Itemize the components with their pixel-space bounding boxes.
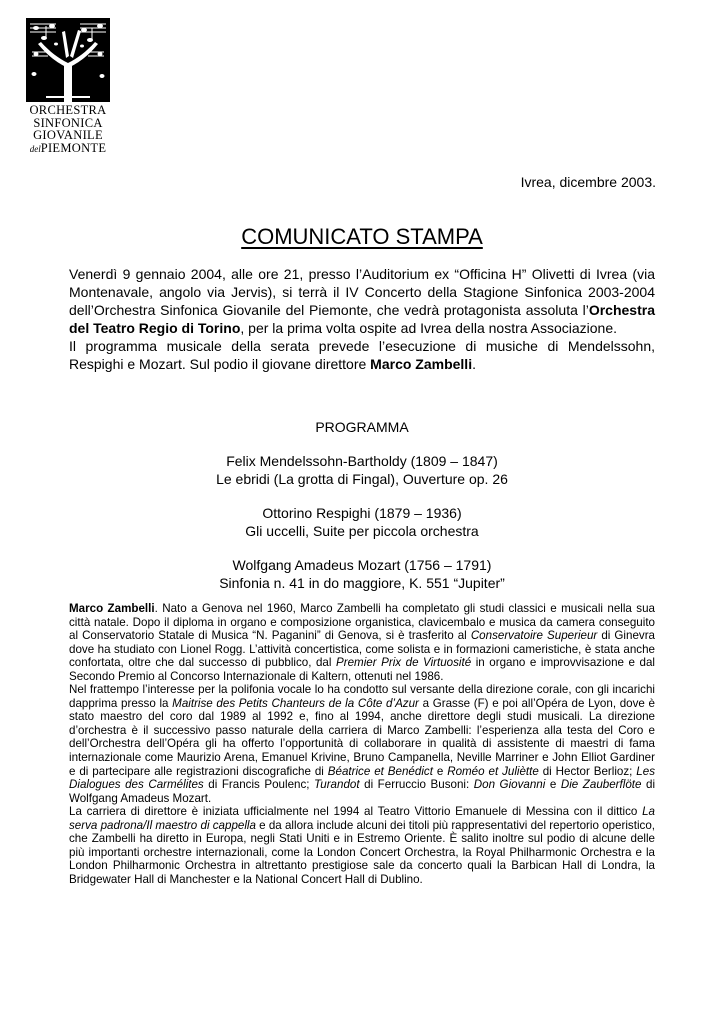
bio-text: Nel frattempo l’interesse per la polifonia vocale lo ha condotto sul versante della direzione corale, con gli incarichi dapprima presso la [69,683,655,710]
intro-text: , per la prima volta ospite ad Ivrea della nostra Associazione. [240,320,618,336]
intro-text: . [472,356,476,372]
programme-section [69,418,655,608]
piece-work: Gli uccelli, Suite per piccola orchestra [245,523,479,539]
piece-composer: Wolfgang Amadeus Mozart (1756 – 1791) [232,557,492,573]
programme-piece [69,504,655,540]
biography-section [69,602,655,886]
piece-composer: Felix Mendelssohn-Bartholdy (1809 – 1847) [226,453,498,469]
programme-piece [69,452,655,488]
bio-italic: Premier Prix de Virtuosité [336,656,472,670]
bio-paragraph-1 [69,602,655,683]
logo-line-1: ORCHESTRA [29,103,107,117]
logo-wordmark [22,104,114,155]
bio-text: di Hector Berlioz; [538,764,637,778]
logo-line-4-prefix: del [29,143,41,154]
intro-conductor-name: Marco Zambelli [370,356,473,372]
bio-text: e [545,778,561,792]
bio-text: di Ferruccio Busoni: [359,778,474,792]
intro-orchestra-name: Orchestra del Teatro Regio di Torino [69,302,655,336]
bio-text: La carriera di direttore è iniziata ufficialmente nel 1994 al Teatro Vittorio Emanuele di Messina con il dittico [69,805,643,819]
bio-text: in organo e improvvisazione e dal Secondo Premio al Concorso Internazionale di Kaltern, ottenuti nel 1986. [69,656,655,683]
bio-paragraph-3 [69,805,655,886]
intro-paragraph-1 [69,265,655,337]
bio-text: e da allora include alcuni dei titoli più rappresentativi del repertorio operistico, che Zambelli ha diretto in Europa, negli Stati Uniti e in Estremo Oriente. È salito inoltre sul podio di alcune delle più importanti orchestre internazionali, come la London Concert Orchestra, la Royal Philharmonic Orchestra e la London Philharmonic Orchestra in altrettanto prestigiose sale da concerto quali la Barbican Hall di Londra, la Bridgewater Hall di Manchester e la National Concert Hall di Dublino. [69,818,655,886]
tree-music-logo-icon [26,18,110,102]
bio-italic: Don Giovanni [473,778,546,792]
bio-text: e [432,764,448,778]
bio-text: a Grasse (F) e poi all’Opéra de Lyon, dove è stato maestro del coro dal 1989 al 1992 e, fino al 1994, anche direttore degli studi musicali. La direzione d’orchestra è il successivo passo naturale della carriera di Marco Zambelli: l’esperienza alla testa del Coro e dell’Orchestra dell’Opéra gli ha offerto l’opportunità di collaborare in qualità di assistente di maestri di fama internazionale come Maurizio Arena, Emanuel Krivine, Bruno Campanella, Neville Marriner e John Elliot Gardiner e di partecipare alle registrazioni discografiche di [69,696,655,778]
page-title: COMUNICATO STAMPA [241,224,483,249]
intro-text: Il programma musicale della serata prevede l’esecuzione di musiche di Mendelssohn, Respighi e Mozart. Sul podio il giovane direttore [69,338,655,372]
programme-piece [69,556,655,592]
bio-italic: Béatrice et Benédict [327,764,433,778]
bio-italic: Die Zauberflöte [560,778,642,792]
orchestra-logo [22,18,114,155]
piece-work: Sinfonia n. 41 in do maggiore, K. 551 “Jupiter” [219,575,505,591]
intro-text: Venerdì 9 gennaio 2004, alle ore 21, presso l’Auditorium ex “Officina H” Olivetti di Ivrea (via Montenavale, angolo via Jervis), si terrà il IV Concerto della Stagione Sinfonica 2003-2004 dell’Orchestra Sinfonica Giovanile del Piemonte, che vedrà protagonista assoluta l’ [69,266,655,318]
piece-work: Le ebridi (La grotta di Fingal), Ouverture op. 26 [216,471,508,487]
logo-line-3: GIOVANILE [33,128,103,142]
bio-name: Marco Zambelli [69,602,155,615]
intro-section [69,265,655,373]
logo-line-4-main: PIEMONTE [40,140,107,155]
bio-italic: Les Dialogues des Carmélites [69,764,655,792]
bio-text: di Wolfgang Amadeus Mozart. [69,778,656,805]
bio-italic: La serva padrona/Il maestro di cappella [69,805,655,832]
dateline: Ivrea, dicembre 2003. [520,174,656,190]
bio-italic: Turandot [314,778,360,792]
bio-text: di Ginevra dove ha studiato con Lionel Rogg. L’attività concertistica, come solista e in formazioni cameristiche, è stata anche confortata, oltre che dal successo di pubblico, dal [69,629,655,670]
bio-italic: Maitrise des Petits Chanteurs de la Côte d’Azur [172,696,419,710]
bio-text: . Nato a Genova nel 1960, Marco Zambelli ha completato gli studi classici e musicali nella sua città natale. Dopo il diploma in organo e composizione organistica, clavicembalo e musica da camera conseguito al Conservatorio Statale di Musica “N. Paganini” di Genova, si è trasferito al [69,602,655,643]
bio-italic: Roméo et Juliètte [447,764,539,778]
bio-text: di Francis Poulenc; [203,778,315,792]
programme-title: PROGRAMMA [315,419,409,435]
piece-composer: Ottorino Respighi (1879 – 1936) [262,505,462,521]
intro-paragraph-2 [69,337,655,373]
logo-line-4 [22,142,114,156]
logo-line-2: SINFONICA [33,115,103,130]
bio-paragraph-2 [69,683,655,805]
bio-italic: Conservatoire Superieur [470,629,598,643]
